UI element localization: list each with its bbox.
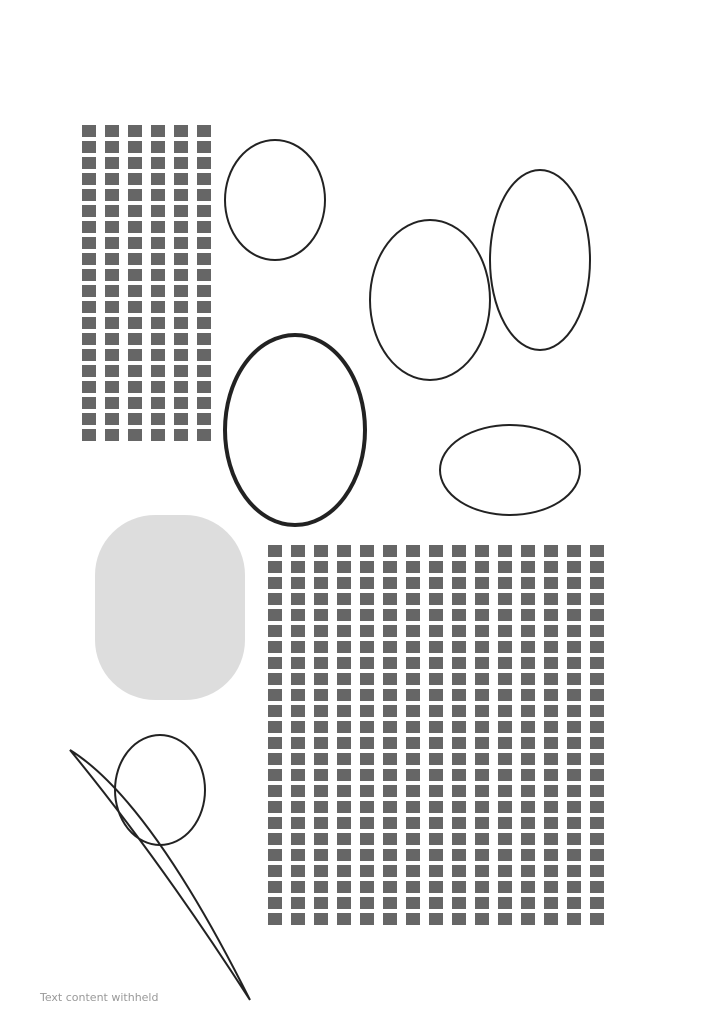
illustration-crawling-figure (440, 425, 580, 515)
illustration-head (225, 140, 325, 260)
illustration-small-creature (115, 735, 205, 845)
text-block-bottom (268, 545, 604, 925)
text-block-top (82, 125, 211, 445)
illustration-figure (370, 220, 490, 380)
illustration-leaf (70, 750, 250, 1000)
omission-note: Text content withheld (40, 991, 159, 1004)
illustration-creature (490, 170, 590, 350)
illustration-oval (225, 335, 365, 525)
illustration-shape (95, 515, 245, 700)
